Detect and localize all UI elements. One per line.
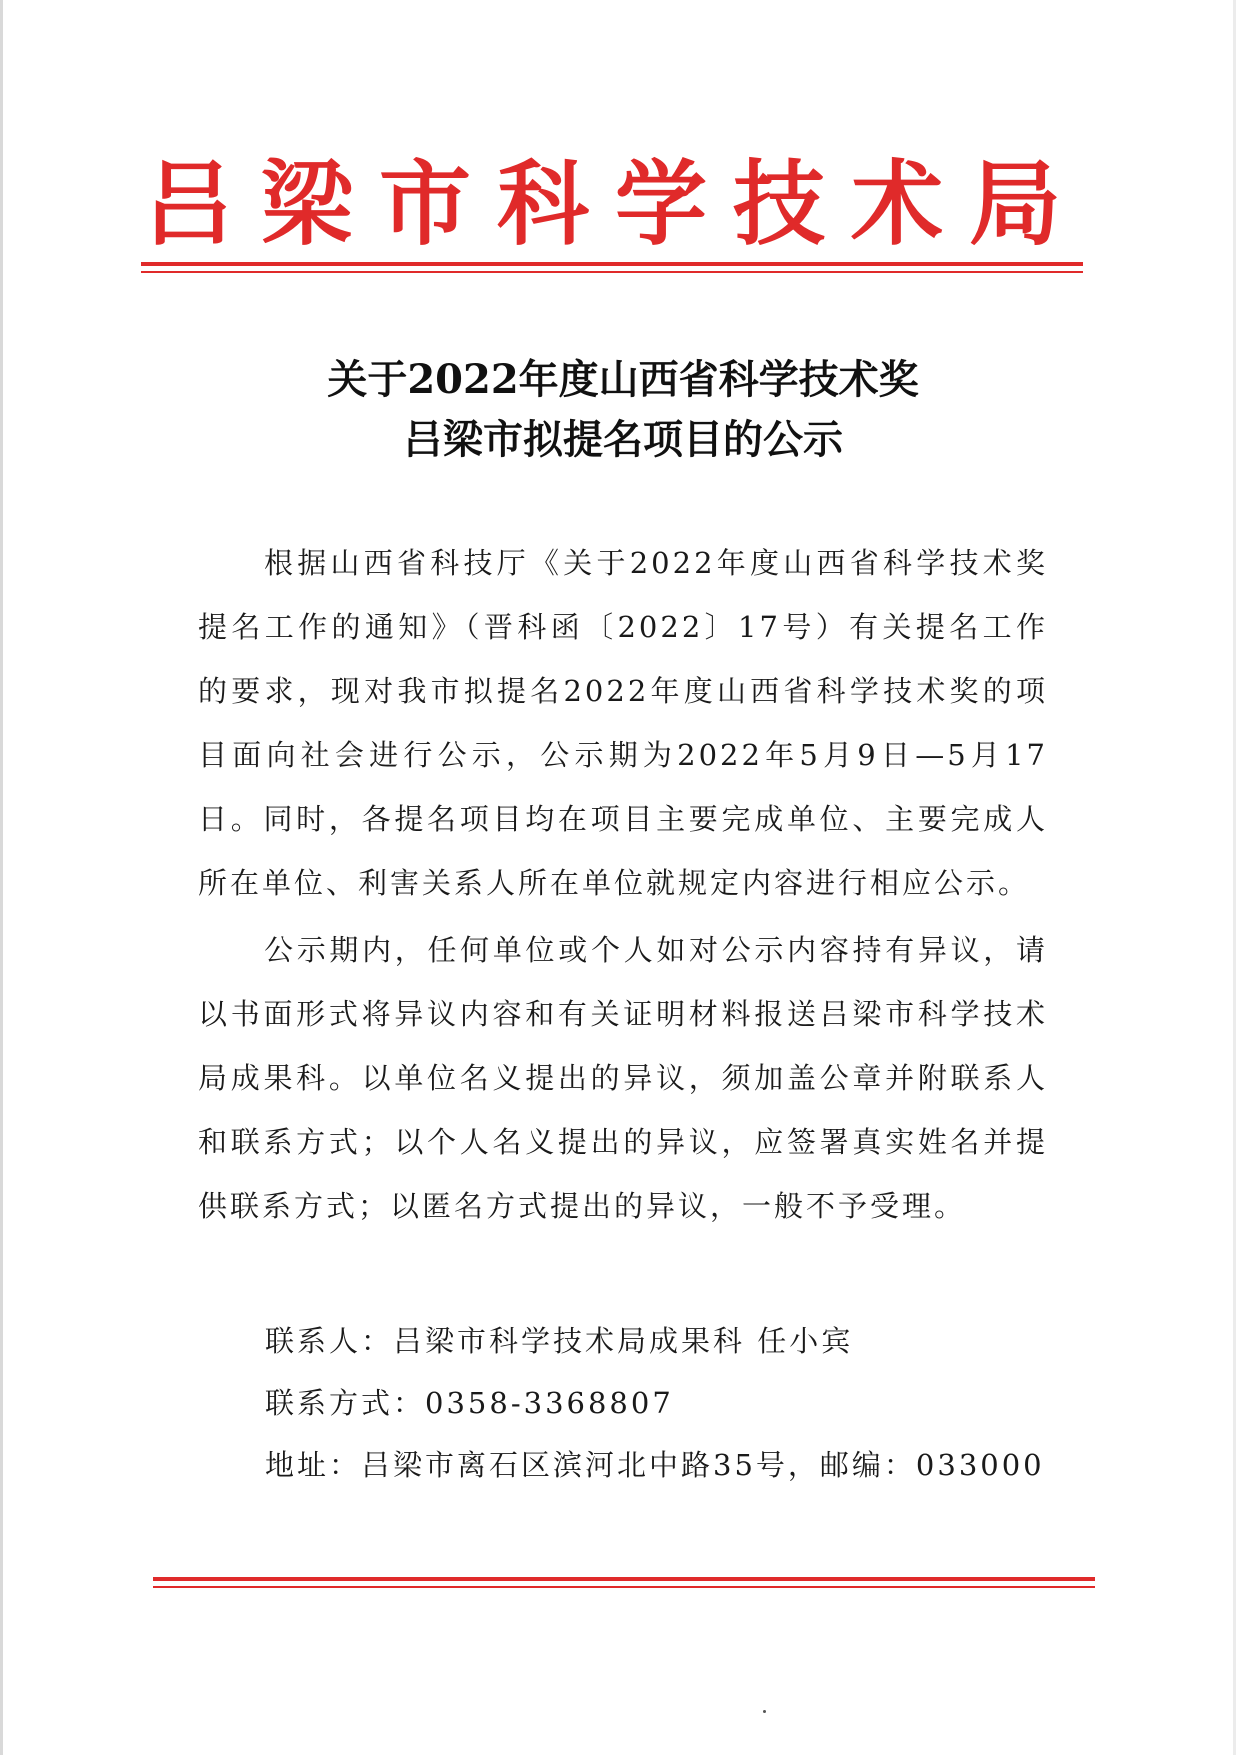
scan-speck — [763, 1710, 766, 1713]
contact-phone — [265, 1372, 1085, 1434]
body-paragraph-1: 根据山西省科技厅《关于2022年度山西省科学技术奖提名工作的通知》（晋科函〔2022〕17号）有关提名工作的要求，现对我市拟提名2022年度山西省科学技术奖的项目面向社会进行公示，公示期为2022年5月9日—5月17日。同时，各提名项目均在项目主要完成单位、主要完成人所在单位、利害关系人所在单位就规定内容进行相应公示。 — [198, 546, 1048, 900]
footer-rule-thick — [153, 1577, 1095, 1581]
body-paragraph-2: 公示期内，任何单位或个人如对公示内容持有异议，请以书面形式将异议内容和有关证明材料报送吕梁市科学技术局成果科。以单位名义提出的异议，须加盖公章并附联系人和联系方式；以个人名义提出的异议，应签署真实姓名并提供联系方式；以匿名方式提出的异议，一般不予受理。 — [198, 933, 1048, 1223]
contact-address-label: 地址： — [265, 1448, 362, 1482]
contact-address-value: 吕梁市离石区滨河北中路35号，邮编：033000 — [361, 1448, 1045, 1482]
contact-phone-value: 0358-3368807 — [425, 1386, 674, 1420]
contact-person — [265, 1310, 1085, 1372]
document-title-line-2: 吕梁市拟提名项目的公示 — [403, 416, 843, 463]
masthead-rule-thin — [141, 271, 1083, 273]
contact-address — [265, 1434, 1085, 1496]
document-title-line-1: 关于2022年度山西省科学技术奖 — [327, 356, 919, 403]
masthead-org-name: 吕梁市科学技术局 — [143, 151, 1088, 258]
contact-person-label: 联系人： — [265, 1324, 394, 1358]
contact-phone-label: 联系方式： — [265, 1386, 426, 1420]
masthead-rule-thick — [141, 262, 1083, 266]
contact-person-value: 吕梁市科学技术局成果科 任小宾 — [393, 1324, 854, 1358]
footer-rule-thin — [153, 1586, 1095, 1588]
